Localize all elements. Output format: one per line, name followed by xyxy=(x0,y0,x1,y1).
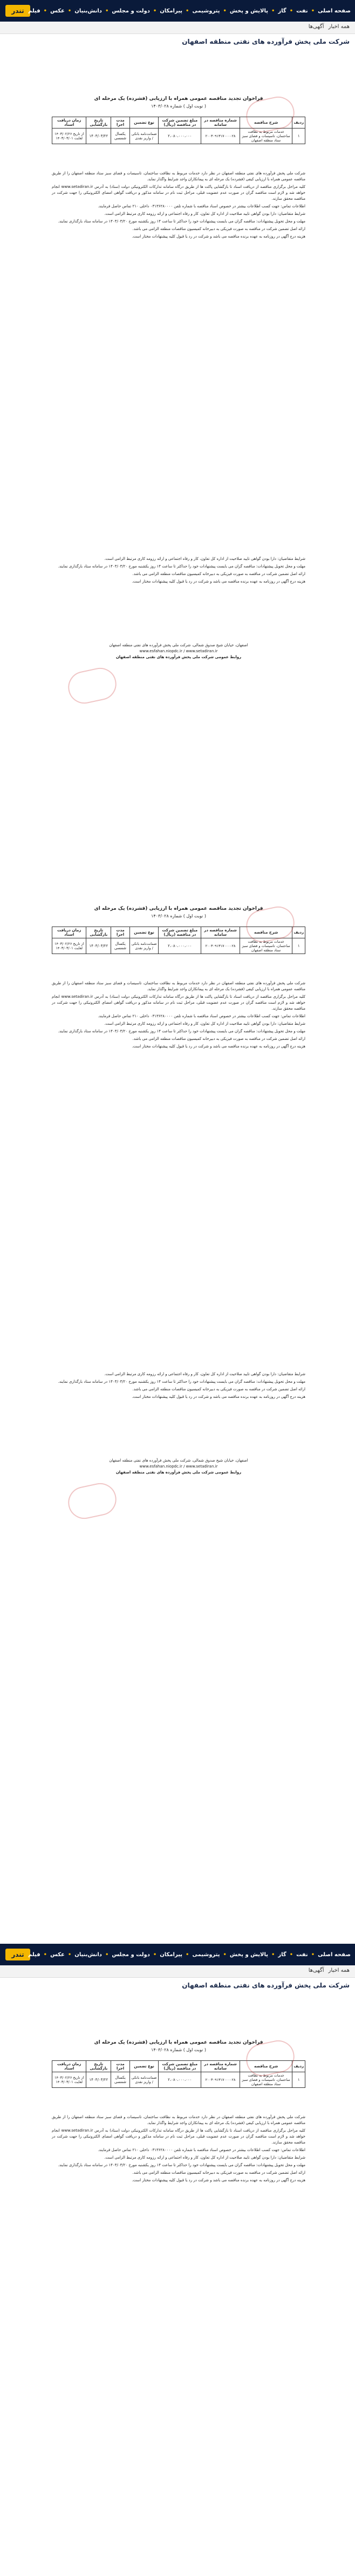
table-header-cell: مدت اجرا xyxy=(111,117,130,129)
cell-opening: ۱۴۰۳/۰۳/۲۲ xyxy=(86,938,111,954)
main-nav xyxy=(28,1944,351,1965)
cell-no: ۱ xyxy=(292,2072,305,2088)
top-nav-bar xyxy=(0,0,355,22)
stamp-icon xyxy=(65,1480,120,1522)
notice-number: ( نوبت اول ) شماره ۱۴۰۳/۰۲۸ xyxy=(151,104,206,109)
sub-nav-bar xyxy=(0,1965,355,1978)
notice-title: فراخوان تجدید مناقصه عمومی همراه با ارزیابی (فشرده) یک مرحله ای xyxy=(94,2040,263,2045)
sub-nav-item[interactable]: همه اخبار xyxy=(328,1968,350,1973)
notice-paragraph: اطلاعات تماس: جهت کسب اطلاعات بیشتر در خصوص اسناد مناقصه با شماره تلفن ۰۳۱۳۶۲۸۰۰۰۰ داخلی ۲۱۰ تماس حاصل فرمایند. xyxy=(98,1014,305,1018)
nav-item[interactable]: • دولت و مجلس xyxy=(112,1952,156,1958)
nav-item[interactable]: • پالایش و پخش xyxy=(230,1952,275,1958)
notice-paragraph: اطلاعات تماس: جهت کسب اطلاعات بیشتر در خصوص اسناد مناقصه با شماره تلفن ۰۳۱۳۶۲۸۰۰۰۰ داخلی ۲۱۰ تماس حاصل فرمایند. xyxy=(98,204,305,208)
cell-guarantee: ۲،۰۸۰،۰۰۰،۰۰۰ xyxy=(159,129,201,144)
cell-guarantee-type: ضمانت‌نامه بانکی / واریز نقدی xyxy=(129,129,159,144)
sub-nav-items xyxy=(309,24,350,30)
cell-desc: خدمات مربوط به نظافت ساختمان، تاسیسات و فضای سبز ستاد منطقه اصفهان xyxy=(240,938,292,954)
table-header-cell: زمان دریافت اسناد xyxy=(52,117,86,129)
notice-paragraph: مهلت و محل تحویل پیشنهادات: مناقصه گران می بایست پیشنهادات خود را حداکثر تا ساعت ۱۴ روز یکشنبه مورخ ۱۴۰۳/۰۳/۲۰ در سامانه ستاد بارگذاری نمایند. xyxy=(58,2163,305,2167)
sub-nav-item[interactable]: آگهی‌ها xyxy=(308,1968,324,1973)
nav-item[interactable]: • دانش‌بنیان xyxy=(74,8,108,14)
nav-item[interactable]: • عکس xyxy=(50,8,71,14)
notice-paragraph: ارائه اصل تضمین شرکت در مناقصه به صورت فیزیکی به دبیرخانه کمیسیون مناقصات منطقه الزامی می باشد. xyxy=(132,572,305,576)
top-nav-bar xyxy=(0,1944,355,1965)
table-header-cell: تاریخ بازگشایی xyxy=(86,117,111,129)
notice-paragraph: کلیه مراحل برگزاری مناقصه از دریافت اسناد تا بازگشایی پاکت ها از طریق درگاه سامانه تدارکات الکترونیکی دولت (ستاد) به آدرس www.setadiran.ir انجام خواهد شد و لازم است مناقصه گران در صورت عدم عضویت قبلی، مراحل ثبت نام در سامانه مذکور و دریافت گواهی امضای الکترونیکی را جهت شرکت در مناقصه محقق سازند. xyxy=(52,995,306,1011)
notice-title: فراخوان تجدید مناقصه عمومی همراه با ارزیابی (فشرده) یک مرحله ای xyxy=(94,96,263,102)
nav-item[interactable]: • گاز xyxy=(278,1952,293,1958)
notice-number: ( نوبت اول ) شماره ۱۴۰۳/۰۲۸ xyxy=(151,2047,206,2052)
nav-item[interactable]: صفحه اصلی xyxy=(318,8,351,14)
cell-desc: خدمات مربوط به نظافت ساختمان، تاسیسات و فضای سبز ستاد منطقه اصفهان xyxy=(240,129,292,144)
table-header-cell: شرح مناقصه xyxy=(240,117,292,129)
cell-duration: یکسال شمسی xyxy=(111,2072,130,2088)
sub-nav-bar xyxy=(0,22,355,34)
notice-scan xyxy=(52,875,305,1263)
nav-item[interactable]: • نفت xyxy=(296,1952,315,1958)
table-header-cell: شماره مناقصه در سامانه xyxy=(201,2061,240,2072)
notice-paragraph: کلیه مراحل برگزاری مناقصه از دریافت اسناد تا بازگشایی پاکت ها از طریق درگاه سامانه تدارکات الکترونیکی دولت (ستاد) به آدرس www.setadiran.ir انجام خواهد شد و لازم است مناقصه گران در صورت عدم عضویت قبلی، مراحل ثبت نام در سامانه مذکور و دریافت گواهی امضای الکترونیکی را جهت شرکت در مناقصه محقق سازند. xyxy=(52,2128,306,2145)
notice-paragraph: هزینه درج آگهی در روزنامه به عهده برنده مناقصه می باشد و شرکت در رد یا قبول کلیه پیشنهادات مختار است. xyxy=(132,234,305,239)
table-header-cell: زمان دریافت اسناد xyxy=(52,2061,86,2072)
notice-paragraph: کلیه مراحل برگزاری مناقصه از دریافت اسناد تا بازگشایی پاکت ها از طریق درگاه سامانه تدارکات الکترونیکی دولت (ستاد) به آدرس www.setadiran.ir انجام خواهد شد و لازم است مناقصه گران در صورت عدم عضویت قبلی، مراحل ثبت نام در سامانه مذکور و دریافت گواهی امضای الکترونیکی را جهت شرکت در مناقصه محقق سازند. xyxy=(52,185,306,201)
table-header-cell: شماره مناقصه در سامانه xyxy=(201,927,240,938)
site-logo[interactable]: تندر xyxy=(5,1949,30,1960)
sub-nav-item[interactable]: آگهی‌ها xyxy=(308,24,324,30)
table-header-cell: شماره مناقصه در سامانه xyxy=(201,117,240,129)
contact-website[interactable]: www.esfahan.niopdc.ir / www.setadiran.ir xyxy=(139,649,218,653)
notice-number: ( نوبت اول ) شماره ۱۴۰۳/۰۲۸ xyxy=(151,914,206,918)
notice-body xyxy=(52,1371,305,1402)
notice-paragraph: هزینه درج آگهی در روزنامه به عهده برنده مناقصه می باشد و شرکت در رد یا قبول کلیه پیشنهادات مختار است. xyxy=(132,1395,305,1399)
notice-scan xyxy=(52,508,305,810)
cell-guarantee: ۲،۰۸۰،۰۰۰،۰۰۰ xyxy=(159,2072,201,2088)
notice-paragraph: شرکت ملی پخش فرآورده های نفتی منطقه اصفهان در نظر دارد خدمات مربوط به نظافت ساختمان، تاسیسات و فضای سبز ستاد منطقه اصفهان را از طریق مناقصه عمومی همراه با ارزیابی کیفی (فشرده) یک مرحله ای به پیمانکاران واجد شرایط واگذار نماید. xyxy=(52,2115,305,2125)
notice-paragraph: ارائه اصل تضمین شرکت در مناقصه به صورت فیزیکی به دبیرخانه کمیسیون مناقصات منطقه الزامی می باشد. xyxy=(132,2171,305,2175)
notice-paragraph: شرایط متقاضیان: دارا بودن گواهی تایید صلاحیت از اداره کل تعاون، کار و رفاه اجتماعی و ارائه رزومه کاری مرتبط الزامی است. xyxy=(104,212,305,216)
notice-paragraph: هزینه درج آگهی در روزنامه به عهده برنده مناقصه می باشد و شرکت در رد یا قبول کلیه پیشنهادات مختار است. xyxy=(132,2178,305,2182)
table-header-cell: ردیف xyxy=(292,927,305,938)
notice-scan xyxy=(52,65,305,443)
nav-item[interactable]: • پیرامکان xyxy=(160,8,189,14)
cell-guarantee-type: ضمانت‌نامه بانکی / واریز نقدی xyxy=(129,938,159,954)
contact-address: اصفهان، خیابان شیخ صدوق شمالی، شرکت ملی پخش فرآورده های نفتی منطقه اصفهان xyxy=(109,643,248,647)
nav-item[interactable]: • نفت xyxy=(296,8,315,14)
notice-title: فراخوان تجدید مناقصه عمومی همراه با ارزیابی (فشرده) یک مرحله ای xyxy=(94,906,263,911)
cell-duration: یکسال شمسی xyxy=(111,938,130,954)
table-header-cell: نوع تضمین xyxy=(129,927,159,938)
notice-body xyxy=(52,981,305,1051)
contact-address: اصفهان، خیابان شیخ صدوق شمالی، شرکت ملی پخش فرآورده های نفتی منطقه اصفهان xyxy=(109,1458,248,1463)
notice-paragraph: مهلت و محل تحویل پیشنهادات: مناقصه گران می بایست پیشنهادات خود را حداکثر تا ساعت ۱۴ روز یکشنبه مورخ ۱۴۰۳/۰۳/۲۰ در سامانه ستاد بارگذاری نمایند. xyxy=(58,219,305,224)
notice-paragraph: ارائه اصل تضمین شرکت در مناقصه به صورت فیزیکی به دبیرخانه کمیسیون مناقصات منطقه الزامی می باشد. xyxy=(132,1387,305,1391)
cell-receive: از تاریخ ۱۴۰۳/۰۲/۲۶ لغایت ۱۴۰۳/۰۳/۰۱ xyxy=(52,129,86,144)
site-logo[interactable]: تندر xyxy=(5,5,30,17)
cell-opening: ۱۴۰۳/۰۳/۲۲ xyxy=(86,2072,111,2088)
nav-item[interactable]: • پیرامکان xyxy=(160,1952,189,1958)
table-header-cell: شرح مناقصه xyxy=(240,2061,292,2072)
notice-paragraph: ارائه اصل تضمین شرکت در مناقصه به صورت فیزیکی به دبیرخانه کمیسیون مناقصات منطقه الزامی می باشد. xyxy=(132,227,305,231)
stamp-icon xyxy=(65,665,120,706)
cell-duration: یکسال شمسی xyxy=(111,129,130,144)
nav-item[interactable]: • پتروشیمی xyxy=(192,8,226,14)
nav-item[interactable]: صفحه اصلی xyxy=(318,1951,351,1958)
contact-website[interactable]: www.esfahan.niopdc.ir / www.setadiran.ir xyxy=(139,1464,218,1469)
nav-item[interactable]: • گاز xyxy=(278,8,293,14)
cell-no: ۱ xyxy=(292,938,305,954)
notice-body xyxy=(52,556,305,586)
cell-system-no: ۲۰۰۳۰۹۱۳۱۷۰۰۰۰۲۸ xyxy=(201,2072,240,2088)
cell-desc: خدمات مربوط به نظافت ساختمان، تاسیسات و فضای سبز ستاد منطقه اصفهان xyxy=(240,2072,292,2088)
cell-guarantee-type: ضمانت‌نامه بانکی / واریز نقدی xyxy=(129,2072,159,2088)
table-header-cell: نوع تضمین xyxy=(129,2061,159,2072)
notice-scan xyxy=(52,1323,305,1625)
notice-body xyxy=(52,171,305,241)
table-header-cell: زمان دریافت اسناد xyxy=(52,927,86,938)
table-header-cell: شرح مناقصه xyxy=(240,927,292,938)
table-header-cell: مبلغ تضمین شرکت در مناقصه (ریال) xyxy=(159,117,201,129)
table-header-cell: نوع تضمین xyxy=(129,117,159,129)
cell-receive: از تاریخ ۱۴۰۳/۰۲/۲۶ لغایت ۱۴۰۳/۰۳/۰۱ xyxy=(52,938,86,954)
table-header-cell: ردیف xyxy=(292,2061,305,2072)
cell-system-no: ۲۰۰۳۰۹۱۳۱۷۰۰۰۰۲۸ xyxy=(201,129,240,144)
page-title: شرکت ملی پخش فرآورده های نفتی منطقه اصفهان xyxy=(182,1982,350,1989)
notice-contact xyxy=(73,643,284,660)
nav-item[interactable]: • پتروشیمی xyxy=(192,1952,226,1958)
nav-item[interactable]: • پالایش و پخش xyxy=(230,8,275,14)
main-nav xyxy=(28,0,351,22)
cell-no: ۱ xyxy=(292,129,305,144)
nav-item[interactable]: • دولت و مجلس xyxy=(112,8,156,14)
notice-footer: روابط عمومی شرکت ملی پخش فرآورده های نفتی منطقه اصفهان xyxy=(115,655,242,659)
notice-contact xyxy=(73,1458,284,1476)
sub-nav-items xyxy=(309,1968,350,1973)
cell-system-no: ۲۰۰۳۰۹۱۳۱۷۰۰۰۰۲۸ xyxy=(201,938,240,954)
notice-paragraph: ارائه اصل تضمین شرکت در مناقصه به صورت فیزیکی به دبیرخانه کمیسیون مناقصات منطقه الزامی می باشد. xyxy=(132,1037,305,1041)
notice-paragraph: شرایط متقاضیان: دارا بودن گواهی تایید صلاحیت از اداره کل تعاون، کار و رفاه اجتماعی و ارائه رزومه کاری مرتبط الزامی است. xyxy=(104,1022,305,1026)
nav-item[interactable]: • فیلم xyxy=(28,1952,47,1958)
nav-item[interactable]: • فیلم xyxy=(28,8,47,14)
notice-paragraph: مهلت و محل تحویل پیشنهادات: مناقصه گران می بایست پیشنهادات خود را حداکثر تا ساعت ۱۴ روز یکشنبه مورخ ۱۴۰۳/۰۳/۲۰ در سامانه ستاد بارگذاری نمایند. xyxy=(58,564,305,569)
sub-nav-item[interactable]: همه اخبار xyxy=(328,24,350,30)
notice-paragraph: شرکت ملی پخش فرآورده های نفتی منطقه اصفهان در نظر دارد خدمات مربوط به نظافت ساختمان، تاسیسات و فضای سبز ستاد منطقه اصفهان را از طریق مناقصه عمومی همراه با ارزیابی کیفی (فشرده) یک مرحله ای به پیمانکاران واجد شرایط واگذار نماید. xyxy=(52,171,305,181)
cell-receive: از تاریخ ۱۴۰۳/۰۲/۲۶ لغایت ۱۴۰۳/۰۳/۰۱ xyxy=(52,2072,86,2088)
table-header-cell: مدت اجرا xyxy=(111,927,130,938)
notice-paragraph: شرایط متقاضیان: دارا بودن گواهی تایید صلاحیت از اداره کل تعاون، کار و رفاه اجتماعی و ارائه رزومه کاری مرتبط الزامی است. xyxy=(104,1372,305,1376)
table-header-cell: مدت اجرا xyxy=(111,2061,130,2072)
notice-paragraph: هزینه درج آگهی در روزنامه به عهده برنده مناقصه می باشد و شرکت در رد یا قبول کلیه پیشنهادات مختار است. xyxy=(132,1044,305,1049)
notice-scan xyxy=(52,2009,305,2527)
nav-item[interactable]: • دانش‌بنیان xyxy=(74,1952,108,1958)
table-header-cell: ردیف xyxy=(292,117,305,129)
notice-paragraph: اطلاعات تماس: جهت کسب اطلاعات بیشتر در خصوص اسناد مناقصه با شماره تلفن ۰۳۱۳۶۲۸۰۰۰۰ داخلی ۲۱۰ تماس حاصل فرمایند. xyxy=(98,2148,305,2152)
notice-body xyxy=(52,2114,305,2185)
cell-guarantee: ۲،۰۸۰،۰۰۰،۰۰۰ xyxy=(159,938,201,954)
table-header-cell: مبلغ تضمین شرکت در مناقصه (ریال) xyxy=(159,927,201,938)
notice-paragraph: مهلت و محل تحویل پیشنهادات: مناقصه گران می بایست پیشنهادات خود را حداکثر تا ساعت ۱۴ روز یکشنبه مورخ ۱۴۰۳/۰۳/۲۰ در سامانه ستاد بارگذاری نمایند. xyxy=(58,1029,305,1033)
notice-paragraph: شرایط متقاضیان: دارا بودن گواهی تایید صلاحیت از اداره کل تعاون، کار و رفاه اجتماعی و ارائه رزومه کاری مرتبط الزامی است. xyxy=(104,557,305,561)
table-header-cell: تاریخ بازگشایی xyxy=(86,2061,111,2072)
page-title: شرکت ملی پخش فرآورده های نفتی منطقه اصفهان xyxy=(182,38,350,45)
notice-paragraph: شرکت ملی پخش فرآورده های نفتی منطقه اصفهان در نظر دارد خدمات مربوط به نظافت ساختمان، تاسیسات و فضای سبز ستاد منطقه اصفهان را از طریق مناقصه عمومی همراه با ارزیابی کیفی (فشرده) یک مرحله ای به پیمانکاران واجد شرایط واگذار نماید. xyxy=(52,981,305,991)
cell-opening: ۱۴۰۳/۰۳/۲۲ xyxy=(86,129,111,144)
notice-footer: روابط عمومی شرکت ملی پخش فرآورده های نفتی منطقه اصفهان xyxy=(115,1470,242,1475)
notice-paragraph: مهلت و محل تحویل پیشنهادات: مناقصه گران می بایست پیشنهادات خود را حداکثر تا ساعت ۱۴ روز یکشنبه مورخ ۱۴۰۳/۰۳/۲۰ در سامانه ستاد بارگذاری نمایند. xyxy=(58,1380,305,1384)
table-header-cell: تاریخ بازگشایی xyxy=(86,927,111,938)
nav-item[interactable]: • عکس xyxy=(50,1952,71,1958)
table-header-cell: مبلغ تضمین شرکت در مناقصه (ریال) xyxy=(159,2061,201,2072)
notice-paragraph: شرایط متقاضیان: دارا بودن گواهی تایید صلاحیت از اداره کل تعاون، کار و رفاه اجتماعی و ارائه رزومه کاری مرتبط الزامی است. xyxy=(104,2155,305,2160)
notice-paragraph: هزینه درج آگهی در روزنامه به عهده برنده مناقصه می باشد و شرکت در رد یا قبول کلیه پیشنهادات مختار است. xyxy=(132,579,305,584)
